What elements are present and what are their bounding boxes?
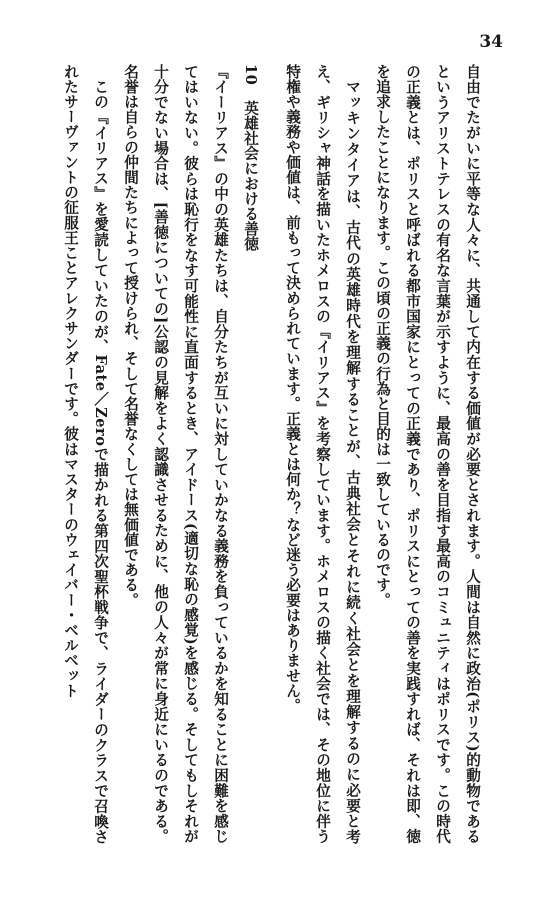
paragraph-2: マッキンタイアは、古代の英雄時代を理解することが、古典社会とそれに続く社会とを理解するのに必要と考え、ギリシャ神話を描いたホメロスの『イリアス』を考察しています。ホメロスの描く社会では、その地位に伴う特権や義務や価値は、前もって決められています。正義とは何か？など迷う必要はありません。 — [284, 64, 361, 844]
page-number: 34 — [479, 32, 503, 52]
paragraph-1: 自由でたがいに平等な人々に、共通して内在する価値が必要とされます。人間は自然に政治(ポリス)的動物であるというアリストテレスの有名な言葉が示すように、最高の善を目指す最高のコミュニティはポリスです。この時代の正義とは、ポリスと呼ばれる都市国家にとっての正義であり、ポリスにとっての善を実践すれば、それは即、徳を追求したことになります。この頃の正義の行為と目的は一致しているのです。 — [374, 64, 481, 844]
section-heading: 10 英雄社会における善徳 — [242, 64, 259, 252]
quote-paragraph: 『イーリアス』の中の英雄たちは、自分たちが互いに対していかなる義務を負っているかを知ることに困難を感じてはいない。彼らは恥行をなす可能性に直面するとき、アイドース(適切な恥の感覚)を感じる。そしてもしそれが十分でない場合は、[善徳についての]公認の見解をよく認識させるために、他の人々が常に身近にいるのである。名誉は自らの仲間たちによって授けられ、そして名誉なくしては無価値である。 — [122, 64, 229, 844]
vertical-text-block — [41, 64, 487, 844]
paragraph-4: この『イリアス』を愛読していたのが、Fate／Zeroで描かれる第四次聖杯戦争で、ライダーのクラスで召喚されたサーヴァントの征服王ことアレクサンダーです。彼はマスターのウェイバー・ベルベット — [62, 64, 109, 844]
text-area — [41, 64, 511, 844]
